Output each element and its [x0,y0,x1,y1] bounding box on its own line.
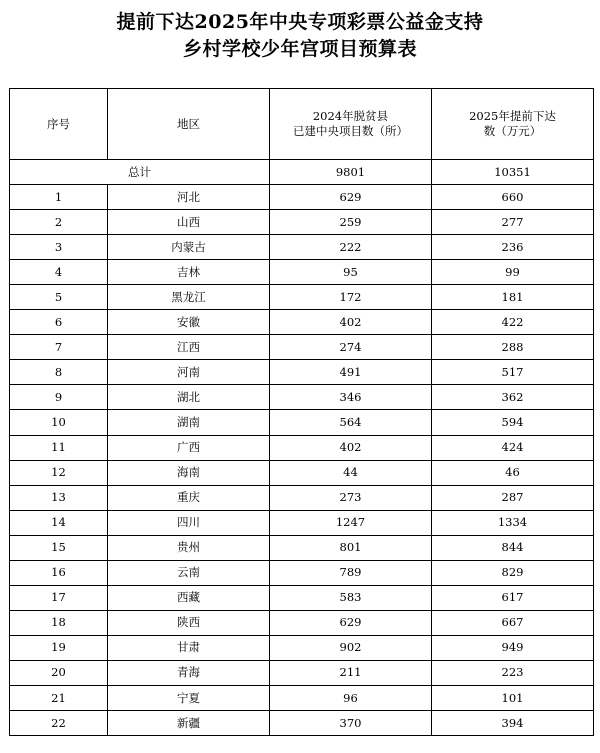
row-region: 云南 [108,560,270,585]
row-budget: 617 [432,585,594,610]
header-index: 序号 [10,89,108,160]
row-budget: 288 [432,335,594,360]
row-index: 11 [10,435,108,460]
row-index: 15 [10,535,108,560]
header-projects [270,89,432,160]
row-index: 18 [10,610,108,635]
row-budget: 236 [432,235,594,260]
row-projects: 259 [270,210,432,235]
row-budget: 277 [432,210,594,235]
total-projects: 9801 [270,160,432,185]
row-index: 17 [10,585,108,610]
row-projects: 902 [270,635,432,660]
table-row [10,711,594,736]
table-row [10,560,594,585]
row-projects: 1247 [270,510,432,535]
table-row [10,435,594,460]
budget-table [9,88,594,736]
table-row [10,310,594,335]
table-row [10,460,594,485]
row-region: 宁夏 [108,685,270,710]
header-region: 地区 [108,89,270,160]
table-row [10,285,594,310]
header-budget-line1: 2025年提前下达 [469,109,556,123]
row-index: 5 [10,285,108,310]
row-region: 西藏 [108,585,270,610]
table-row [10,410,594,435]
row-budget: 594 [432,410,594,435]
row-budget: 660 [432,185,594,210]
row-projects: 274 [270,335,432,360]
table-row [10,660,594,685]
document-title-line2: 乡村学校少年宫项目预算表 [182,38,417,60]
row-index: 22 [10,711,108,736]
row-region: 新疆 [108,711,270,736]
row-budget: 181 [432,285,594,310]
row-index: 14 [10,510,108,535]
row-budget: 394 [432,711,594,736]
row-region: 江西 [108,335,270,360]
row-projects: 211 [270,660,432,685]
row-index: 3 [10,235,108,260]
row-region: 海南 [108,460,270,485]
row-region: 山西 [108,210,270,235]
row-index: 10 [10,410,108,435]
row-budget: 99 [432,260,594,285]
row-budget: 46 [432,460,594,485]
row-budget: 844 [432,535,594,560]
row-region: 吉林 [108,260,270,285]
table-row [10,585,594,610]
row-region: 广西 [108,435,270,460]
total-label: 总计 [10,160,270,185]
row-budget: 287 [432,485,594,510]
table-row [10,360,594,385]
row-index: 7 [10,335,108,360]
table-row [10,185,594,210]
row-projects: 564 [270,410,432,435]
row-index: 1 [10,185,108,210]
row-index: 13 [10,485,108,510]
row-index: 21 [10,685,108,710]
row-budget: 949 [432,635,594,660]
total-budget: 10351 [432,160,594,185]
table-row [10,335,594,360]
row-region: 黑龙江 [108,285,270,310]
total-row [10,160,594,185]
row-index: 2 [10,210,108,235]
row-region: 河南 [108,360,270,385]
row-region: 湖南 [108,410,270,435]
row-region: 内蒙古 [108,235,270,260]
row-budget: 424 [432,435,594,460]
row-budget: 101 [432,685,594,710]
row-projects: 629 [270,185,432,210]
table-row [10,485,594,510]
row-budget: 422 [432,310,594,335]
row-projects: 172 [270,285,432,310]
row-projects: 789 [270,560,432,585]
row-budget: 517 [432,360,594,385]
row-projects: 491 [270,360,432,385]
table-row [10,385,594,410]
table-row [10,235,594,260]
row-projects: 801 [270,535,432,560]
row-projects: 96 [270,685,432,710]
row-region: 湖北 [108,385,270,410]
row-index: 9 [10,385,108,410]
table-row [10,685,594,710]
header-budget [432,89,594,160]
row-region: 甘肃 [108,635,270,660]
row-projects: 95 [270,260,432,285]
row-projects: 346 [270,385,432,410]
header-projects-line1: 2024年脱贫县 [312,109,389,123]
header-projects-line2: 已建中央项目数（所） [293,124,408,138]
row-region: 陕西 [108,610,270,635]
row-projects: 44 [270,460,432,485]
row-index: 6 [10,310,108,335]
row-index: 8 [10,360,108,385]
row-budget: 223 [432,660,594,685]
row-projects: 629 [270,610,432,635]
header-budget-line2: 数（万元） [483,124,542,138]
table-row [10,510,594,535]
row-index: 12 [10,460,108,485]
row-index: 16 [10,560,108,585]
row-projects: 402 [270,435,432,460]
row-projects: 583 [270,585,432,610]
row-projects: 273 [270,485,432,510]
row-index: 20 [10,660,108,685]
table-row [10,635,594,660]
row-region: 青海 [108,660,270,685]
row-region: 重庆 [108,485,270,510]
table-row [10,535,594,560]
row-index: 19 [10,635,108,660]
row-region: 四川 [108,510,270,535]
row-budget: 667 [432,610,594,635]
document-title-line1: 提前下达2025年中央专项彩票公益金支持 [116,11,484,33]
table-row [10,210,594,235]
table-header-row [10,89,594,160]
row-budget: 1334 [432,510,594,535]
row-budget: 829 [432,560,594,585]
row-region: 河北 [108,185,270,210]
row-region: 安徽 [108,310,270,335]
row-projects: 222 [270,235,432,260]
row-budget: 362 [432,385,594,410]
row-index: 4 [10,260,108,285]
table-row [10,610,594,635]
row-region: 贵州 [108,535,270,560]
row-projects: 370 [270,711,432,736]
row-projects: 402 [270,310,432,335]
table-row [10,260,594,285]
